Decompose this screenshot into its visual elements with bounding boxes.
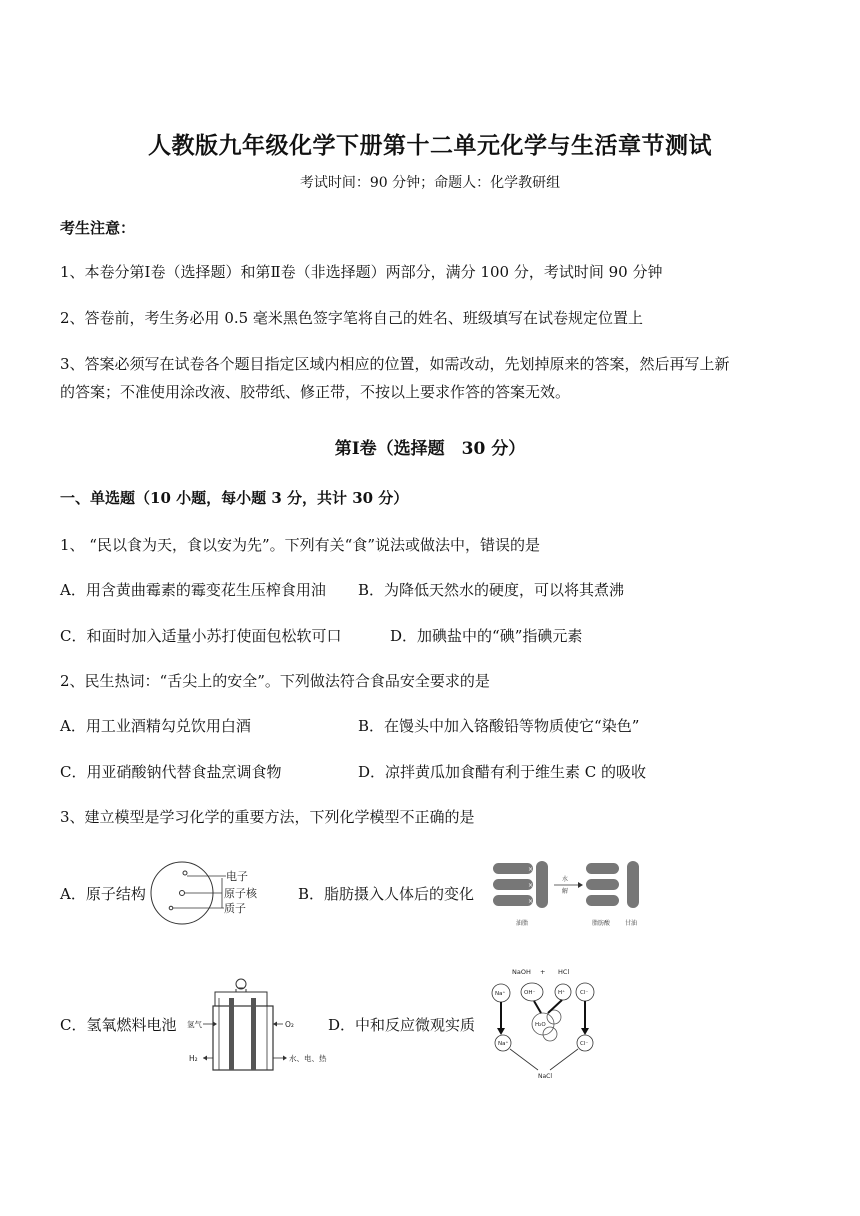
question-2-option-a: A．用工业酒精勾兑饮用白酒	[60, 717, 251, 735]
section-title: 第Ⅰ卷（选择题 30 分）	[334, 439, 526, 459]
fat-arrow-top: 水	[562, 876, 569, 883]
neutral-hcl: HCl	[558, 968, 570, 976]
cell-label-h2: H₂	[189, 1054, 198, 1063]
question-2-option-b: B．在馒头中加入铬酸铅等物质使它“染色”	[358, 717, 640, 735]
svg-text:×: ×	[528, 898, 534, 905]
cell-label-products: 水、电、热	[289, 1054, 327, 1063]
notice-item-2: 2、答卷前，考生务必用 0.5 毫米黑色签字笔将自己的姓名、班级填写在试卷规定位置上	[60, 309, 643, 327]
question-2-option-d: D．凉拌黄瓜加食醋有利于维生素 C 的吸收	[358, 763, 647, 781]
svg-text:×: ×	[528, 866, 534, 873]
atom-structure-figure	[148, 860, 268, 930]
notice-item-3: 3、答案必须写在试卷各个题目指定区域内相应的位置，如需改动，先划掉原来的答案，然后再写上新	[60, 355, 730, 373]
cell-label-oxygen: O₂	[285, 1020, 294, 1029]
neutral-cl-ion: Cl⁻	[580, 990, 589, 996]
page-title: 人教版九年级化学下册第十二单元化学与生活章节测试	[148, 132, 712, 159]
neutral-na-ion-2: Na⁺	[498, 1041, 509, 1047]
exam-info: 考试时间：90 分钟；命题人：化学教研组	[299, 175, 561, 191]
neutral-h-ion: H⁺	[558, 990, 566, 996]
question-1-option-c: C．和面时加入适量小苏打使面包松软可口	[60, 627, 342, 645]
neutral-na-ion: Na⁺	[495, 991, 506, 997]
question-1-stem: 1、 “民以食为天，食以安为先”。下列有关“食”说法或做法中，错误的是	[60, 536, 540, 554]
question-3-option-c: C．氢氧燃料电池	[60, 1016, 177, 1034]
fat-arrow-bottom: 解	[562, 888, 569, 895]
question-3-stem: 3、建立模型是学习化学的重要方法，下列化学模型不正确的是	[60, 808, 475, 826]
question-3-option-d: D．中和反应微观实质	[328, 1016, 476, 1034]
question-1-option-a: A．用含黄曲霉素的霉变花生压榨食用油	[60, 581, 326, 599]
neutral-nacl: NaCl	[538, 1073, 553, 1080]
cell-label-hydrogen: 氢气	[187, 1020, 202, 1029]
question-1-option-b: B．为降低天然水的硬度，可以将其煮沸	[358, 581, 625, 599]
question-1-option-d: D．加碘盐中的“碘”指碘元素	[390, 627, 583, 645]
notice-item-1: 1、本卷分第Ⅰ卷（选择题）和第Ⅱ卷（非选择题）两部分，满分 100 分，考试时间 90 分钟	[60, 263, 663, 281]
question-3-option-a: A．原子结构	[60, 885, 146, 903]
neutral-plus: +	[540, 968, 546, 976]
neutral-water: H₂O	[535, 1022, 546, 1028]
question-2-option-c: C．用亚硝酸钠代替食盐烹调食物	[60, 763, 282, 781]
fat-label-oil: 油脂	[516, 920, 529, 927]
svg-text:×: ×	[528, 882, 534, 889]
notice-item-3-cont: 的答案；不准使用涂改液、胶带纸、修正带，不按以上要求作答的答案无效。	[60, 383, 571, 401]
atom-label-electron: 电子	[226, 870, 248, 883]
neutralization-figure	[488, 962, 603, 1087]
notice-heading: 考生注意：	[60, 219, 136, 237]
atom-label-nucleus: 原子核	[224, 887, 257, 900]
fuel-cell-figure	[185, 974, 335, 1074]
part-heading: 一、单选题（10 小题，每小题 3 分，共计 30 分）	[60, 489, 409, 507]
neutral-naoh: NaOH	[512, 968, 531, 976]
atom-label-proton: 质子	[224, 902, 246, 915]
question-2-stem: 2、民生热词：“舌尖上的安全”。下列做法符合食品安全要求的是	[60, 672, 490, 690]
fat-label-acid: 脂肪酸	[592, 920, 611, 927]
neutral-cl-ion-2: Cl⁻	[580, 1041, 589, 1047]
fat-label-glycerol: 甘油	[625, 920, 638, 927]
question-3-option-b: B．脂肪摄入人体后的变化	[298, 885, 475, 903]
fat-digestion-figure	[490, 855, 645, 930]
neutral-oh-ion: OH⁻	[524, 990, 536, 996]
